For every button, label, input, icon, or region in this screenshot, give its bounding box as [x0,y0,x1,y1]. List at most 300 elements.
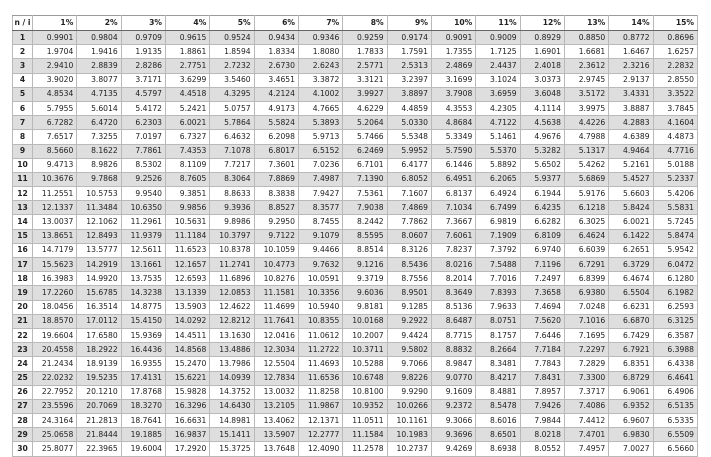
table-value-cell: 6.3988 [653,343,697,357]
table-value-cell: 10.2007 [343,328,387,342]
table-value-cell: 2.4869 [431,59,475,73]
table-value-cell: 6.8109 [520,229,564,243]
table-value-cell: 6.8399 [564,272,608,286]
table-value-cell: 6.5335 [653,414,697,428]
table-value-cell: 4.8684 [431,116,475,130]
table-value-cell: 4.6389 [609,130,653,144]
table-value-cell: 0.9901 [33,31,77,45]
table-value-cell: 9.4424 [387,328,431,342]
table-value-cell: 4.5797 [121,87,165,101]
table-value-cell: 7.0248 [564,300,608,314]
table-value-cell: 6.5504 [609,286,653,300]
table-row [13,328,698,342]
table-value-cell: 13.5777 [77,243,121,257]
table-value-cell: 11.0511 [343,414,387,428]
table-value-cell: 15.2470 [165,357,209,371]
table-value-cell: 19.6004 [121,442,165,456]
table-value-cell: 4.2305 [476,101,520,115]
table-value-cell: 9.1609 [431,385,475,399]
table-row [13,371,698,385]
table-value-cell: 9.8226 [387,371,431,385]
table-value-cell: 7.6446 [520,328,564,342]
table-value-cell: 7.3667 [431,215,475,229]
table-row [13,300,698,314]
table-value-cell: 8.8514 [343,243,387,257]
table-value-cell: 6.3125 [653,314,697,328]
table-value-cell: 6.4720 [77,116,121,130]
table-value-cell: 9.6036 [343,286,387,300]
table-value-cell: 5.0757 [210,101,254,115]
table-value-cell: 7.9427 [298,187,342,201]
column-header-cell: 15% [653,16,697,31]
table-value-cell: 8.9847 [431,357,475,371]
table-value-cell: 10.6350 [121,201,165,215]
table-row [13,31,698,45]
table-value-cell: 0.8696 [653,31,697,45]
table-value-cell: 7.1196 [520,258,564,272]
table-value-cell: 8.3481 [476,357,520,371]
table-value-cell: 8.1757 [476,328,520,342]
table-value-cell: 18.0456 [33,300,77,314]
table-value-cell: 4.3553 [431,101,475,115]
table-value-cell: 7.4869 [387,201,431,215]
row-period-cell: 18 [13,272,33,286]
row-period-cell: 23 [13,343,33,357]
table-value-cell: 6.8351 [609,357,653,371]
table-row [13,215,698,229]
table-value-cell: 7.1390 [343,172,387,186]
table-value-cell: 10.0591 [298,272,342,286]
table-row [13,272,698,286]
table-value-cell: 13.4886 [210,343,254,357]
table-value-cell: 3.9927 [343,87,387,101]
table-value-cell: 1.6681 [564,45,608,59]
table-value-cell: 1.6257 [653,45,697,59]
row-period-cell: 30 [13,442,33,456]
table-value-cell: 8.2442 [343,215,387,229]
table-value-cell: 6.2593 [653,300,697,314]
table-value-cell: 6.3729 [609,258,653,272]
table-value-cell: 8.3064 [210,172,254,186]
row-period-cell: 16 [13,243,33,257]
table-value-cell: 7.0027 [609,442,653,456]
table-value-cell: 14.6430 [210,399,254,413]
table-value-cell: 2.5313 [387,59,431,73]
table-value-cell: 8.7556 [387,272,431,286]
table-value-cell: 9.1216 [343,258,387,272]
table-value-cell: 0.9009 [476,31,520,45]
table-value-cell: 9.9856 [165,201,209,215]
table-value-cell: 3.7171 [121,73,165,87]
table-value-cell: 7.0197 [121,130,165,144]
table-row [13,45,698,59]
table-value-cell: 7.3658 [520,286,564,300]
table-value-cell: 6.4632 [210,130,254,144]
table-value-cell: 17.2920 [165,442,209,456]
table-value-cell: 9.7122 [254,229,298,243]
table-value-cell: 6.4177 [387,158,431,172]
table-value-cell: 3.7845 [653,101,697,115]
table-value-cell: 2.6243 [298,59,342,73]
column-header-cell: 10% [431,16,475,31]
table-value-cell: 8.0751 [476,314,520,328]
row-period-cell: 15 [13,229,33,243]
table-value-cell: 10.0168 [343,314,387,328]
table-value-cell: 18.3270 [121,399,165,413]
table-value-cell: 5.7955 [33,101,77,115]
table-value-cell: 6.7327 [165,130,209,144]
table-value-cell: 21.2813 [77,414,121,428]
table-value-cell: 19.5235 [77,371,121,385]
table-value-cell: 7.9038 [343,201,387,215]
table-value-cell: 3.4651 [254,73,298,87]
table-value-cell: 10.2737 [387,442,431,456]
table-value-cell: 9.9290 [387,385,431,399]
table-value-cell: 8.3577 [298,201,342,215]
table-value-cell: 7.6061 [431,229,475,243]
table-value-cell: 7.1034 [431,201,475,215]
table-value-cell: 12.4622 [210,300,254,314]
table-value-cell: 4.9173 [254,101,298,115]
table-value-cell: 11.6896 [210,272,254,286]
table-value-cell: 3.8887 [609,101,653,115]
table-value-cell: 0.8772 [609,31,653,45]
table-value-cell: 7.9844 [520,414,564,428]
table-value-cell: 13.0032 [254,385,298,399]
table-value-cell: 5.6014 [77,101,121,115]
table-value-cell: 11.2961 [121,215,165,229]
table-value-cell: 15.4150 [121,314,165,328]
table-value-cell: 12.1337 [33,201,77,215]
table-row [13,101,698,115]
table-row [13,201,698,215]
table-value-cell: 2.9410 [33,59,77,73]
table-value-cell: 3.6959 [476,87,520,101]
table-value-cell: 8.0216 [431,258,475,272]
table-value-cell: 6.5152 [298,144,342,158]
table-value-cell: 6.5660 [653,442,697,456]
table-value-cell: 0.9709 [121,31,165,45]
table-value-cell: 9.3066 [431,414,475,428]
table-value-cell: 5.3893 [298,116,342,130]
table-value-cell: 25.8077 [33,442,77,456]
row-period-cell: 17 [13,258,33,272]
table-value-cell: 4.2883 [609,116,653,130]
row-period-cell: 19 [13,286,33,300]
table-value-cell: 13.7535 [121,272,165,286]
table-value-cell: 6.4235 [520,201,564,215]
table-value-cell: 3.5460 [210,73,254,87]
table-value-cell: 14.2919 [77,258,121,272]
table-value-cell: 8.5436 [387,258,431,272]
table-value-cell: 11.1184 [165,229,209,243]
table-value-cell: 7.7016 [476,272,520,286]
table-value-cell: 2.7232 [210,59,254,73]
table-value-cell: 10.8355 [298,314,342,328]
table-value-cell: 9.7868 [77,172,121,186]
table-value-cell: 4.9464 [609,144,653,158]
table-value-cell: 15.1411 [210,428,254,442]
table-value-cell: 1.8334 [254,45,298,59]
table-value-cell: 10.3356 [298,286,342,300]
table-value-cell: 14.3238 [121,286,165,300]
table-value-cell: 11.9379 [121,229,165,243]
table-value-cell: 17.6580 [77,328,121,342]
row-period-cell: 28 [13,414,33,428]
column-header-cell: 9% [387,16,431,31]
table-value-cell: 17.8768 [121,385,165,399]
table-value-cell: 6.6231 [609,300,653,314]
table-row [13,357,698,371]
table-value-cell: 14.7179 [33,243,77,257]
table-value-cell: 0.9804 [77,31,121,45]
table-row [13,158,698,172]
table-value-cell: 2.2832 [653,59,697,73]
table-value-cell: 0.9434 [254,31,298,45]
table-value-cell: 6.2098 [254,130,298,144]
table-value-cell: 7.8431 [520,371,564,385]
table-value-cell: 5.1317 [564,144,608,158]
table-value-cell: 25.0658 [33,428,77,442]
table-value-cell: 0.9524 [210,31,254,45]
table-value-cell: 8.5660 [33,144,77,158]
row-period-cell: 6 [13,101,33,115]
table-value-cell: 16.9355 [121,357,165,371]
table-value-cell: 17.4131 [121,371,165,385]
table-value-cell: 17.2260 [33,286,77,300]
table-value-cell: 10.8276 [254,272,298,286]
table-value-cell: 8.2014 [431,272,475,286]
table-value-cell: 13.2105 [254,399,298,413]
table-value-cell: 11.1584 [343,428,387,442]
table-value-cell: 11.4693 [298,357,342,371]
table-value-cell: 3.6048 [520,87,564,101]
table-value-cell: 4.8534 [33,87,77,101]
table-value-cell: 13.0037 [33,215,77,229]
table-value-cell: 21.2434 [33,357,77,371]
row-period-cell: 13 [13,201,33,215]
table-value-cell: 13.1339 [165,286,209,300]
table-header-row [13,16,698,31]
table-value-cell: 1.7125 [476,45,520,59]
column-header-cell: 4% [165,16,209,31]
table-value-cell: 3.5172 [564,87,608,101]
table-value-cell: 9.9540 [121,187,165,201]
column-header-cell: 13% [564,16,608,31]
table-value-cell: 0.8850 [564,31,608,45]
table-value-cell: 7.6517 [33,130,77,144]
table-value-cell: 10.1161 [387,414,431,428]
table-value-cell: 8.8832 [431,343,475,357]
table-value-cell: 6.4906 [653,385,697,399]
table-value-cell: 2.4018 [520,59,564,73]
table-value-cell: 6.3587 [653,328,697,342]
table-value-cell: 10.5940 [298,300,342,314]
table-value-cell: 6.9819 [476,215,520,229]
table-value-cell: 7.8957 [520,385,564,399]
table-value-cell: 10.8378 [210,243,254,257]
table-value-cell: 11.0612 [298,328,342,342]
table-value-cell: 5.5370 [476,144,520,158]
column-header-cell: 11% [476,16,520,31]
table-value-cell: 6.7429 [609,328,653,342]
row-period-cell: 7 [13,116,33,130]
table-value-cell: 14.9920 [77,272,121,286]
table-value-cell: 7.4957 [564,442,608,456]
table-value-cell: 2.8839 [77,59,121,73]
table-value-cell: 6.9380 [564,286,608,300]
table-value-cell: 13.5903 [165,300,209,314]
table-value-cell: 5.0188 [653,158,697,172]
table-value-cell: 2.3612 [564,59,608,73]
table-value-cell: 7.3255 [77,130,121,144]
table-value-cell: 8.1109 [165,158,209,172]
table-value-cell: 8.3838 [254,187,298,201]
table-value-cell: 5.4172 [121,101,165,115]
table-value-cell: 6.2651 [609,243,653,257]
table-value-cell: 10.6748 [343,371,387,385]
table-value-cell: 0.9091 [431,31,475,45]
table-value-cell: 1.6901 [520,45,564,59]
table-value-cell: 5.2064 [343,116,387,130]
table-value-cell: 6.7101 [343,158,387,172]
table-value-cell: 18.9139 [77,357,121,371]
column-header-cell: 14% [609,16,653,31]
table-value-cell: 16.6631 [165,414,209,428]
table-value-cell: 1.8594 [210,45,254,59]
table-value-cell: 6.4951 [431,172,475,186]
table-value-cell: 5.5824 [254,116,298,130]
row-period-cell: 24 [13,357,33,371]
table-value-cell: 9.3696 [431,428,475,442]
table-value-cell: 10.5753 [77,187,121,201]
table-value-cell: 3.4331 [609,87,653,101]
table-value-cell: 12.0853 [210,286,254,300]
table-value-cell: 8.6501 [476,428,520,442]
table-value-cell: 6.4641 [653,371,697,385]
table-value-cell: 14.4511 [165,328,209,342]
table-value-cell: 21.8444 [77,428,121,442]
table-value-cell: 8.0552 [520,442,564,456]
table-value-cell: 12.4090 [298,442,342,456]
table-value-cell: 6.7282 [33,116,77,130]
table-value-cell: 12.0416 [254,328,298,342]
table-value-cell: 11.2741 [210,258,254,272]
table-value-cell: 6.8017 [254,144,298,158]
table-value-cell: 12.1371 [298,414,342,428]
row-period-cell: 3 [13,59,33,73]
table-value-cell: 4.6229 [343,101,387,115]
table-value-cell: 1.8080 [298,45,342,59]
table-value-cell: 5.8424 [609,201,653,215]
table-value-cell: 12.7834 [254,371,298,385]
table-value-cell: 7.1909 [476,229,520,243]
table-value-cell: 0.9615 [165,31,209,45]
table-value-cell: 8.7605 [165,172,209,186]
table-value-cell: 7.2497 [520,272,564,286]
table-value-cell: 24.3164 [33,414,77,428]
table-value-cell: 1.8861 [165,45,209,59]
table-value-cell: 2.6730 [254,59,298,73]
table-value-cell: 6.1944 [520,187,564,201]
table-value-cell: 2.7751 [165,59,209,73]
table-value-cell: 14.0292 [165,314,209,328]
table-value-cell: 1.6467 [609,45,653,59]
row-period-cell: 25 [13,371,33,385]
table-value-cell: 12.3034 [254,343,298,357]
table-value-cell: 6.4624 [564,229,608,243]
table-value-cell: 20.7069 [77,399,121,413]
table-value-cell: 18.2922 [77,343,121,357]
column-header-cell: 12% [520,16,564,31]
table-row [13,399,698,413]
table-value-cell: 4.7716 [653,144,697,158]
table-value-cell: 7.8237 [431,243,475,257]
table-row [13,229,698,243]
table-value-cell: 5.2337 [653,172,697,186]
table-value-cell: 6.9061 [609,385,653,399]
table-value-cell: 3.7908 [431,87,475,101]
table-value-cell: 2.8550 [653,73,697,87]
table-value-cell: 11.7641 [254,314,298,328]
table-value-cell: 8.5478 [476,399,520,413]
table-value-cell: 6.8729 [609,371,653,385]
table-value-cell: 8.4217 [476,371,520,385]
table-value-cell: 6.7291 [564,258,608,272]
row-period-cell: 20 [13,300,33,314]
table-value-cell: 17.0112 [77,314,121,328]
table-value-cell: 2.5771 [343,59,387,73]
table-value-cell: 13.8651 [33,229,77,243]
table-value-cell: 5.3282 [520,144,564,158]
column-header-cell: 6% [254,16,298,31]
table-row [13,73,698,87]
table-value-cell: 4.7988 [564,130,608,144]
row-period-cell: 8 [13,130,33,144]
table-value-cell: 6.4674 [609,272,653,286]
table-value-cell: 2.4437 [476,59,520,73]
table-value-cell: 12.1657 [165,258,209,272]
table-value-cell: 3.3522 [653,87,697,101]
table-value-cell: 4.1114 [520,101,564,115]
table-value-cell: 6.1982 [653,286,697,300]
table-value-cell: 11.9867 [298,399,342,413]
table-value-cell: 8.7455 [298,215,342,229]
table-value-cell: 9.8181 [343,300,387,314]
table-value-cell: 4.4859 [387,101,431,115]
table-value-cell: 5.4262 [564,158,608,172]
table-value-cell: 16.3983 [33,272,77,286]
table-value-cell: 8.5302 [121,158,165,172]
table-row [13,428,698,442]
table-value-cell: 6.1422 [609,229,653,243]
table-value-cell: 6.9830 [609,428,653,442]
table-value-cell: 6.4338 [653,357,697,371]
table-row [13,172,698,186]
table-value-cell: 8.3649 [431,286,475,300]
table-value-cell: 11.6523 [165,243,209,257]
table-value-cell: 11.3484 [77,201,121,215]
table-value-cell: 2.3216 [609,59,653,73]
table-value-cell: 6.1280 [653,272,697,286]
table-value-cell: 3.3121 [343,73,387,87]
table-row [13,130,698,144]
table-value-cell: 15.9828 [165,385,209,399]
row-period-cell: 1 [13,31,33,45]
table-value-cell: 6.6282 [520,215,564,229]
table-value-cell: 7.4701 [564,428,608,442]
table-value-cell: 8.5595 [343,229,387,243]
